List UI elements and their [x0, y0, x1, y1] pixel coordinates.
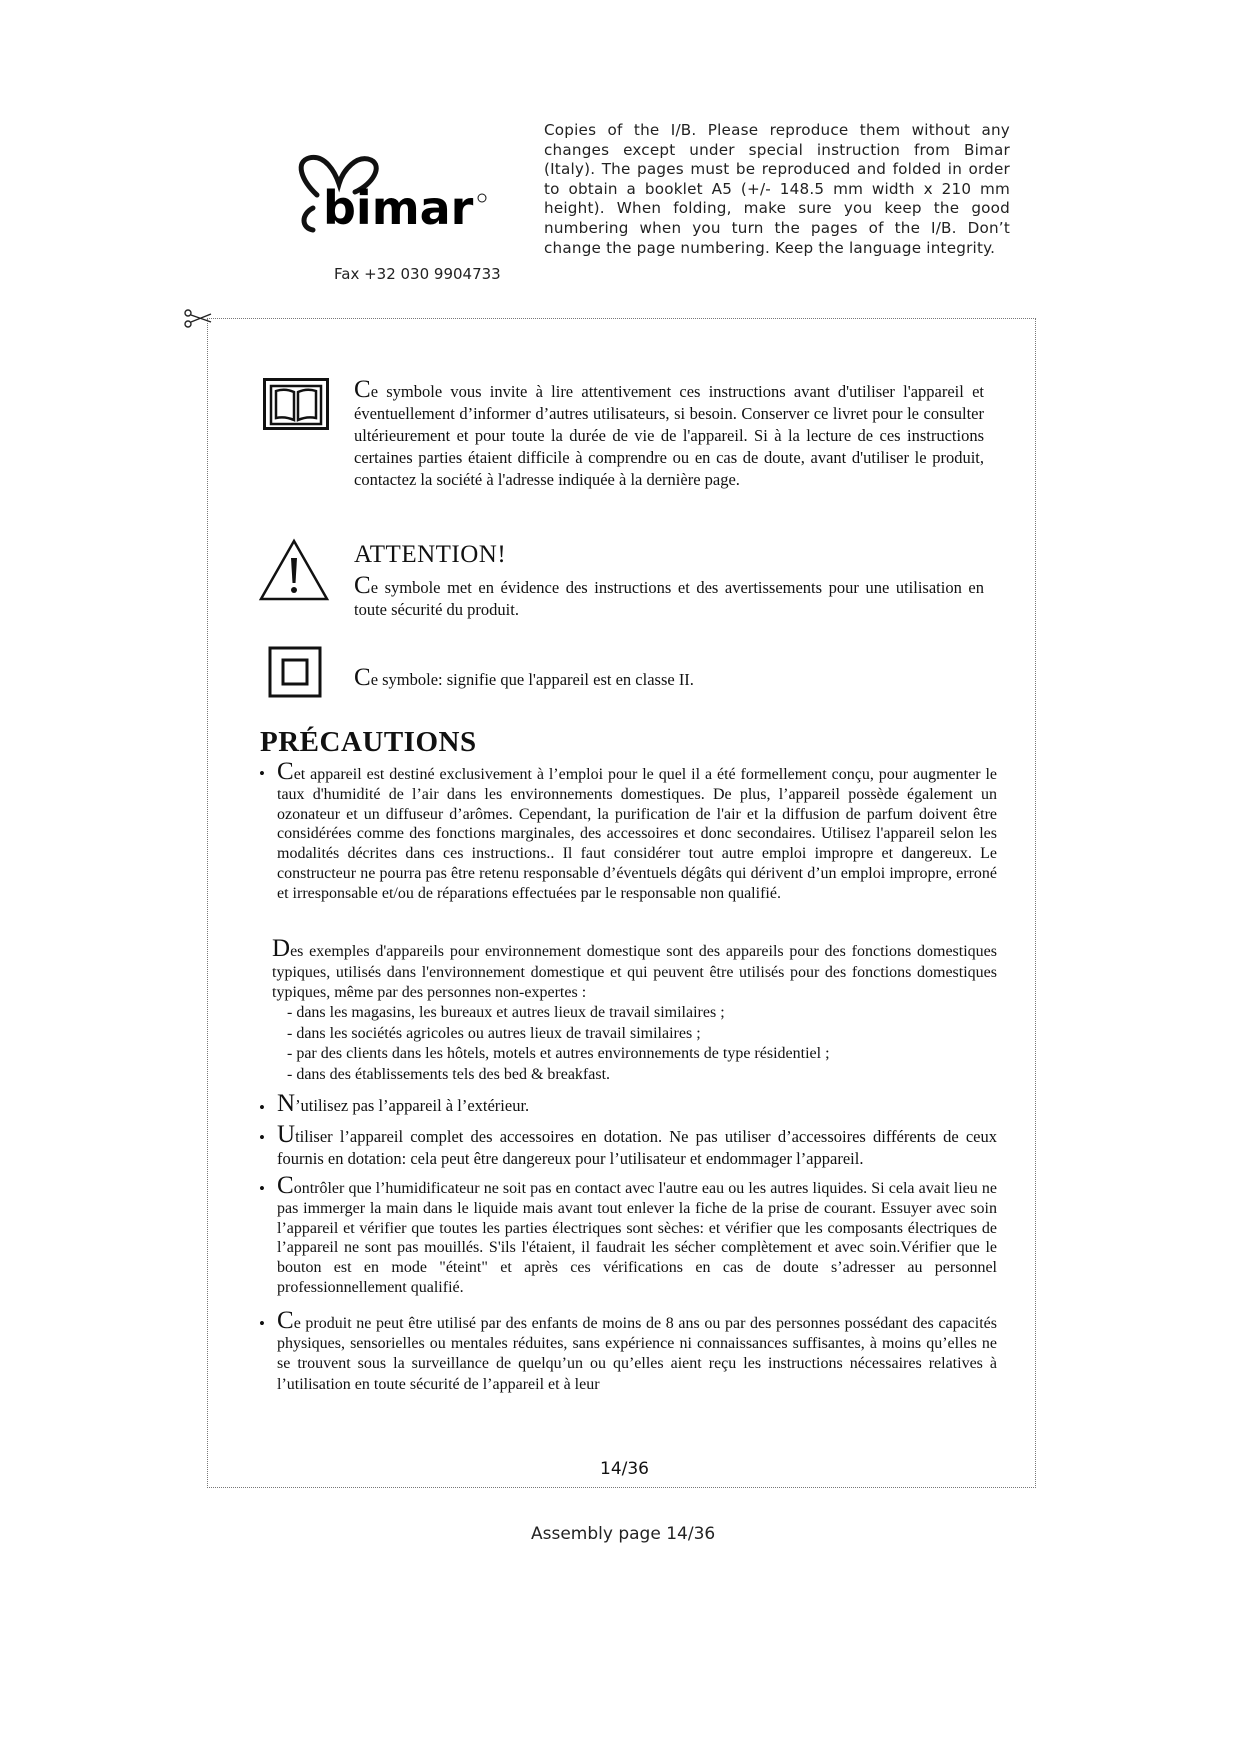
page-number: 14/36 — [600, 1459, 649, 1479]
drop-cap: C — [277, 758, 294, 785]
bullet: • — [259, 1098, 265, 1117]
symbol-class-body: e symbole: signifie que l'appareil est en classe II. — [370, 670, 694, 689]
class-ii-icon — [268, 646, 322, 698]
symbol-class-text — [354, 664, 984, 691]
list-item: - dans les magasins, les bureaux et autres lieux de travail similaires ; — [287, 1004, 725, 1021]
warning-icon — [258, 538, 330, 602]
bimar-logo — [295, 150, 495, 240]
precaution-body: ontrôler que l’humidificateur ne soit pas en contact avec l'autre eau ou les autres liquides. Si cela avait lieu ne pas immerger la main dans le liquide mais avant tout enlever la fiche de la prise de courant. Essuyer avec soin l’appareil et vérifier que toutes les parties électriques sont sèches: et vérifier que les composants électriques de l’appareil ne sont pas mouillés. S'ils l'étaient, il faudrait les sécher complètement et avec soin.Vérifier que le bouton est en mode "éteint" et après ces vérifications en cas de doute s’adresser au personnel professionnellement qualifié. — [277, 1180, 997, 1296]
drop-cap: N — [277, 1090, 296, 1117]
precaution-body: tiliser l’appareil complet des accessoires en dotation. Ne pas utiliser d’accessoires différents de ceux fournis en dotation: cela peut être dangereux pour l’utilisateur et endommager l’appareil. — [277, 1127, 997, 1168]
attention-title: ATTENTION! — [354, 541, 507, 568]
precaution-body: ’utilisez pas l’appareil à l’extérieur. — [295, 1096, 530, 1115]
bullet: • — [259, 1179, 265, 1198]
precautions-title: PRÉCAUTIONS — [260, 726, 477, 758]
drop-cap: C — [277, 1172, 294, 1199]
precaution-item — [277, 1307, 997, 1395]
assembly-page: Assembly page 14/36 — [531, 1524, 716, 1544]
domestic-list — [287, 1003, 830, 1085]
drop-cap: C — [354, 376, 371, 403]
symbol-attention-body: e symbole met en évidence des instructions et des avertissements pour une utilisation en toute sécurité du produit. — [354, 578, 984, 619]
precaution-item — [277, 1121, 997, 1170]
symbol-read-text — [354, 376, 984, 491]
list-item: - dans des établissements tels des bed & breakfast. — [287, 1065, 611, 1083]
symbol-read-body: e symbole vous invite à lire attentivement ces instructions avant d'utiliser l'appareil et éventuellement d’informer d’autres utilisateurs, si besoin. Conserver ce livret pour le consulter ultérieurement et pour toute la durée de vie de l'appareil. Si à la lecture de ces instructions certaines parties étaient difficile à comprendre ou en cas de doute, avant d'utiliser le produit, contactez la société à l'adresse indiquée à la dernière page. — [354, 382, 984, 489]
list-item: - dans les sociétés agricoles ou autres lieux de travail similaires ; — [287, 1024, 701, 1042]
drop-cap: U — [277, 1121, 296, 1148]
drop-cap: C — [277, 1307, 294, 1334]
bullet: • — [259, 1128, 265, 1147]
list-item: - par des clients dans les hôtels, motels et autres environnements de type résidentiel ; — [287, 1045, 830, 1062]
precaution-body: e produit ne peut être utilisé par des enfants de moins de 8 ans ou par des personnes possédant des capacités physiques, sensorielles ou mentales réduites, sans expérience ni connaissances suffisantes, à moins qu’elles ne se trouvent sous la surveillance de quelqu’un ou qu’elles aient reçu les instructions nécessaires relatives à l’utilisation en toute sécurité de l’appareil et à leur — [277, 1315, 997, 1393]
copies-note: Copies of the I/B. Please reproduce them without any changes except under special instruction from Bimar (Italy). The pages must be reproduced and folded in order to obtain a booklet A5 (+/- 148.5 mm width x 210 mm height). When folding, make sure you keep the good numbering when you turn the pages of the I/B. Don’t change the page numbering. Keep the language integrity. — [544, 121, 1010, 257]
domestic-paragraph — [272, 935, 997, 1004]
symbol-attention-text — [354, 572, 984, 621]
brand-text: bimar — [323, 181, 474, 235]
precaution-body: et appareil est destiné exclusivement à l’emploi pour le quel il a été formellement conçu, pour augmenter le taux d'humidité de l’air dans les environnements domestiques. De plus, l’appareil possède également un ozonateur et un diffuseur d’arômes. Cependant, la purification de l'air et la diffusion de parfum doivent être considérées comme des fonctions marginales, des accessoires et donc secondaires. Utilisez l'appareil selon les modalités décrites dans ces instructions.. Il faut considérer tout autre emploi impropre et dangereux. Le constructeur ne pourra pas être retenu responsable d’éventuels dégâts qui dérivent d’un emploi impropre, erroné et irresponsable et/ou de réparations effectuées par le responsable non qualifié. — [277, 766, 997, 902]
domestic-body: es exemples d'appareils pour environnement domestique sont des appareils pour des fonctions domestiques typiques, utilisés dans l'environnement domestique et qui peuvent être utilisés pour des fonctions domestiques typiques, même par des personnes non-expertes : — [272, 943, 997, 1001]
bullet: • — [259, 764, 265, 783]
precaution-item — [277, 1172, 997, 1298]
precaution-item — [277, 1090, 997, 1117]
drop-cap: C — [354, 572, 371, 599]
precaution-item — [277, 758, 997, 904]
drop-cap: C — [354, 664, 371, 691]
fax-number: Fax +32 030 9904733 — [334, 265, 501, 283]
bullet: • — [259, 1314, 265, 1333]
drop-cap: D — [272, 935, 291, 962]
book-icon — [263, 378, 329, 430]
